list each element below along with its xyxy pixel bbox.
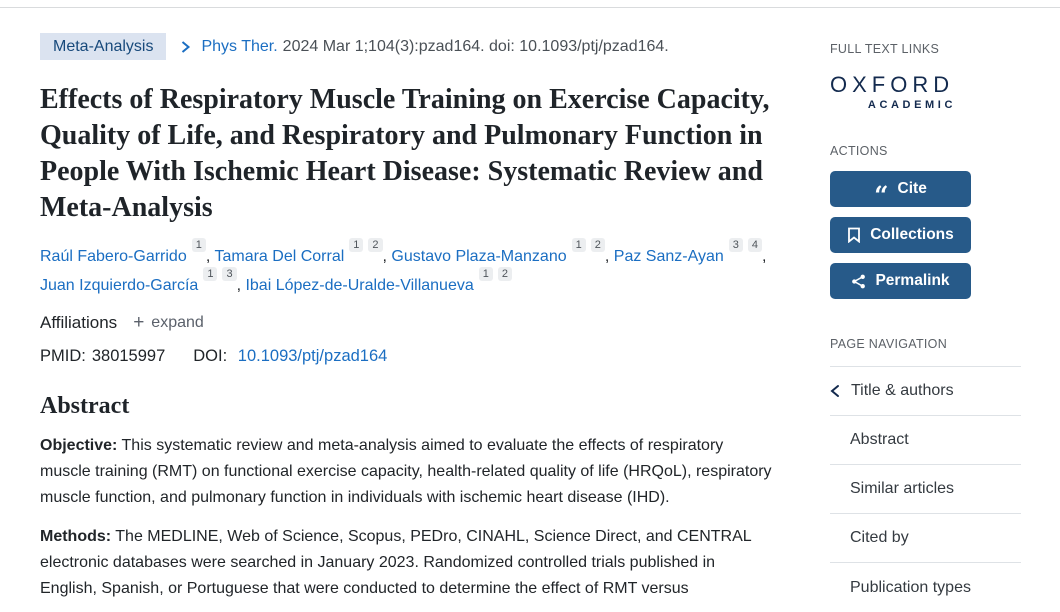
pmid-value: 38015997 xyxy=(91,347,166,365)
paragraph-label: Objective: xyxy=(40,437,118,454)
actions-label: ACTIONS xyxy=(830,144,888,158)
nav-item-label: Title & authors xyxy=(851,382,954,399)
paragraph-label: Methods: xyxy=(40,528,112,545)
author-list xyxy=(40,238,772,300)
author-separator: , xyxy=(205,248,215,265)
bookmark-icon xyxy=(847,227,861,243)
nav-item-label: Similar articles xyxy=(850,480,955,497)
author-affiliation-number[interactable]: 1 xyxy=(192,238,206,252)
nav-item-similar-articles[interactable] xyxy=(830,465,1021,514)
author-link[interactable]: Tamara Del Corral xyxy=(214,248,345,265)
author-link[interactable]: Raúl Fabero-Garrido xyxy=(40,248,187,265)
author-affiliation-number[interactable]: 1 xyxy=(349,238,363,252)
action-button-label: Permalink xyxy=(875,272,950,289)
author-link[interactable]: Paz Sanz-Ayan xyxy=(613,248,724,265)
author-link[interactable]: Gustavo Plaza-Manzano xyxy=(391,248,567,265)
abstract-body xyxy=(40,433,772,602)
page-navigation-label: PAGE NAVIGATION xyxy=(830,337,948,351)
identifiers-row xyxy=(40,347,772,366)
quote-icon: “ xyxy=(874,181,889,210)
journal-link[interactable]: Phys Ther. xyxy=(201,37,278,55)
article-title: Effects of Respiratory Muscle Training on Exercise Capacity, Quality of Life, and Respiratory and Pulmonary Function in People With Ischemic Heart Disease: Systematic Review and Meta-Analysis xyxy=(40,84,770,223)
citation-text: 2024 Mar 1;104(3):pzad164. doi: 10.1093/ptj/pzad164. xyxy=(282,37,669,55)
author-separator: , xyxy=(762,248,767,265)
header-divider xyxy=(0,7,1060,8)
author-affiliation-number[interactable]: 1 xyxy=(572,238,586,252)
author-affiliation-number[interactable]: 2 xyxy=(368,238,382,252)
nav-item-abstract[interactable] xyxy=(830,416,1021,465)
affiliations-label: Affiliations xyxy=(40,313,118,332)
abstract-paragraph: Methods: The MEDLINE, Web of Science, Scopus, PEDro, CINAHL, Science Direct, and CENTRAL electronic databases were searched in January 2023. Randomized controlled trials published in English, Spanish, or Portuguese that were conducted to determine the effect of RMT versus xyxy=(40,528,752,597)
author-separator: , xyxy=(604,248,614,265)
author-affiliation-number[interactable]: 4 xyxy=(748,238,762,252)
nav-item-cited-by[interactable] xyxy=(830,514,1021,563)
nav-item-label: Cited by xyxy=(850,529,909,546)
pmid-label: PMID: xyxy=(40,347,86,365)
oxford-logo-line2: ACADEMIC xyxy=(867,99,956,111)
action-button-label: Cite xyxy=(897,180,927,197)
permalink-button[interactable] xyxy=(830,263,971,299)
nav-item-title-authors[interactable] xyxy=(830,367,1021,416)
action-button-label: Collections xyxy=(870,226,954,243)
doi-link[interactable]: 10.1093/ptj/pzad164 xyxy=(237,347,388,365)
chevron-left-icon xyxy=(830,384,842,398)
oxford-logo-line1: OXFORD xyxy=(830,72,955,97)
author-affiliation-number[interactable]: 1 xyxy=(479,267,493,281)
oxford-academic-logo[interactable] xyxy=(830,72,956,111)
chevron-right-icon xyxy=(180,40,191,54)
doi-label: DOI: xyxy=(193,347,228,365)
full-text-links-label: FULL TEXT LINKS xyxy=(830,42,940,56)
publication-type-badge[interactable]: Meta-Analysis xyxy=(40,33,166,60)
author-affiliation-number[interactable]: 2 xyxy=(498,267,512,281)
author-affiliation-number[interactable]: 1 xyxy=(203,267,217,281)
page-navigation-list xyxy=(830,366,1021,612)
abstract-heading: Abstract xyxy=(40,393,130,419)
author-affiliation-number[interactable]: 3 xyxy=(729,238,743,252)
author-link[interactable]: Ibai López-de-Uralde-Villanueva xyxy=(245,277,474,294)
author-separator: , xyxy=(236,277,246,294)
sidebar xyxy=(830,40,1021,612)
share-icon xyxy=(851,274,866,289)
action-buttons xyxy=(830,171,1021,299)
nav-item-publication-types[interactable] xyxy=(830,563,1021,612)
expand-label: expand xyxy=(151,314,204,331)
author-link[interactable]: Juan Izquierdo-García xyxy=(40,277,199,294)
plus-icon: + xyxy=(133,312,145,333)
author-separator: , xyxy=(382,248,392,265)
author-affiliation-number[interactable]: 3 xyxy=(222,267,236,281)
expand-affiliations-button[interactable] xyxy=(133,314,204,332)
breadcrumb xyxy=(40,33,772,60)
nav-item-label: Publication types xyxy=(850,578,971,596)
author-affiliation-number[interactable]: 2 xyxy=(591,238,605,252)
article-main xyxy=(40,33,772,602)
abstract-paragraph: Objective: This systematic review and meta-analysis aimed to evaluate the effects of respiratory muscle training (RMT) on functional exercise capacity, health-related quality of life (HRQoL), respiratory muscle function, and pulmonary function in individuals with ischemic heart disease (IHD). xyxy=(40,437,772,506)
nav-item-label: Abstract xyxy=(850,431,909,448)
collections-button[interactable] xyxy=(830,217,971,253)
cite-button[interactable] xyxy=(830,171,971,210)
